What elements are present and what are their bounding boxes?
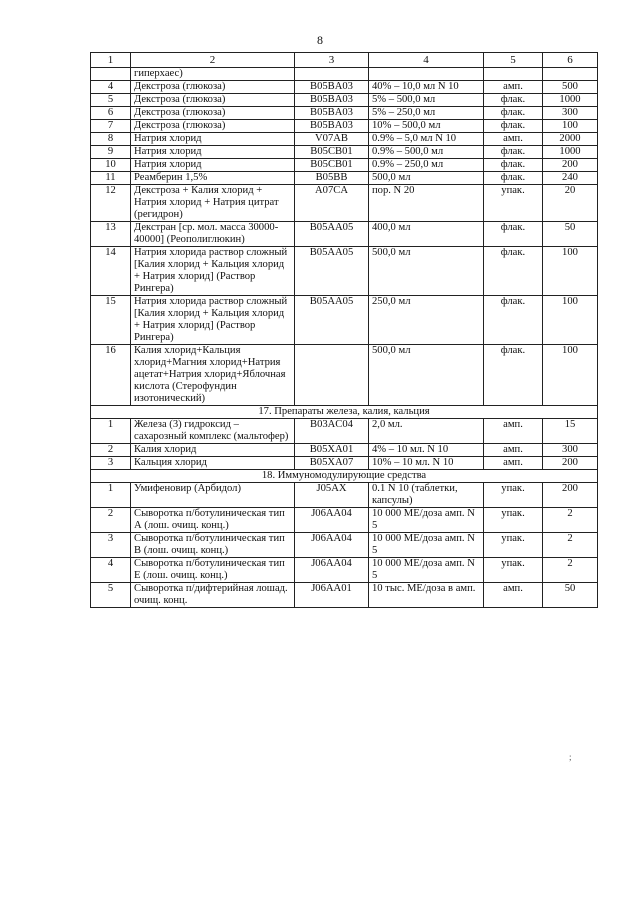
quantity: 200 [543, 159, 598, 172]
quantity: 100 [543, 345, 598, 406]
quantity: 20 [543, 185, 598, 222]
atc-code: B05XA07 [295, 457, 369, 470]
table-row [91, 296, 598, 345]
unit: флак. [484, 94, 543, 107]
unit: упак. [484, 558, 543, 583]
row-number: 9 [91, 146, 131, 159]
atc-code: B05BA03 [295, 120, 369, 133]
table-row [91, 120, 598, 133]
table-row [91, 133, 598, 146]
dosage-form: 10 000 МЕ/доза амп. N 5 [369, 533, 484, 558]
drug-name: Натрия хлорид [131, 146, 295, 159]
unit: флак. [484, 345, 543, 406]
dosage-form: 0.9% – 5,0 мл N 10 [369, 133, 484, 146]
quantity: 500 [543, 81, 598, 94]
drug-name: Декстроза (глюкоза) [131, 120, 295, 133]
atc-code: B05BA03 [295, 94, 369, 107]
quantity: 100 [543, 296, 598, 345]
dosage-form: 0.9% – 250,0 мл [369, 159, 484, 172]
unit: флак. [484, 172, 543, 185]
header-cell: 1 [91, 53, 131, 68]
unit: упак. [484, 533, 543, 558]
row-number: 12 [91, 185, 131, 222]
unit: амп. [484, 133, 543, 146]
quantity: 200 [543, 483, 598, 508]
dosage-form: пор. N 20 [369, 185, 484, 222]
dosage-form: 2,0 мл. [369, 419, 484, 444]
atc-code: J06AA01 [295, 583, 369, 608]
drug-name: Натрия хлорида раствор сложный [Калия хлорид + Кальция хлорид + Натрия хлорид] (Раствор Рингера) [131, 247, 295, 296]
drug-name: Декстроза (глюкоза) [131, 107, 295, 120]
unit: амп. [484, 457, 543, 470]
quantity: 2 [543, 558, 598, 583]
unit: амп. [484, 583, 543, 608]
page-number: 8 [317, 33, 323, 47]
drug-name: Декстроза (глюкоза) [131, 94, 295, 107]
table-row [91, 159, 598, 172]
row-number: 1 [91, 419, 131, 444]
dosage-form: 10 000 МЕ/доза амп. N 5 [369, 558, 484, 583]
table-row [91, 146, 598, 159]
dosage-form: 250,0 мл [369, 296, 484, 345]
row-number: 7 [91, 120, 131, 133]
table-row [91, 222, 598, 247]
atc-code: A07CA [295, 185, 369, 222]
row-number: 1 [91, 483, 131, 508]
table-row [91, 185, 598, 222]
atc-code: B05CB01 [295, 146, 369, 159]
drug-name: Натрия хлорида раствор сложный [Калия хлорид + Кальция хлорид + Натрия хлорид] (Раствор Рингера) [131, 296, 295, 345]
drug-name: Калия хлорид+Кальция хлорид+Магния хлорид+Натрия ацетат+Натрия хлорид+Яблочная кислота (Стерофундин изотонический) [131, 345, 295, 406]
quantity: 240 [543, 172, 598, 185]
row-number: 3 [91, 457, 131, 470]
unit: амп. [484, 419, 543, 444]
row-number: 2 [91, 444, 131, 457]
atc-code: B05BB [295, 172, 369, 185]
header-cell: 2 [131, 53, 295, 68]
table-row [91, 107, 598, 120]
drug-name: гиперхаес) [131, 68, 295, 81]
unit: флак. [484, 146, 543, 159]
unit: флак. [484, 247, 543, 296]
dosage-form: 10 тыс. МЕ/доза в амп. [369, 583, 484, 608]
section-title: 18. Иммуномодулирующие средства [91, 470, 598, 483]
atc-code: B05BA03 [295, 81, 369, 94]
table-row [91, 457, 598, 470]
atc-code: B05XA01 [295, 444, 369, 457]
dosage-form: 10% – 500,0 мл [369, 120, 484, 133]
drug-name: Декстроза + Калия хлорид + Натрия хлорид + Натрия цитрат (регидрон) [131, 185, 295, 222]
atc-code: B05AA05 [295, 247, 369, 296]
dosage-form: 400,0 мл [369, 222, 484, 247]
quantity: 300 [543, 444, 598, 457]
table-row [91, 172, 598, 185]
dosage-form: 0.1 N 10 (таблетки, капсулы) [369, 483, 484, 508]
row-number: 13 [91, 222, 131, 247]
dosage-form: 4% – 10 мл. N 10 [369, 444, 484, 457]
row-number: 10 [91, 159, 131, 172]
section-row [91, 406, 598, 419]
unit: флак. [484, 296, 543, 345]
row-number: 5 [91, 583, 131, 608]
table-row [91, 533, 598, 558]
row-number: 3 [91, 533, 131, 558]
header-cell: 4 [369, 53, 484, 68]
atc-code: J06AA04 [295, 533, 369, 558]
table-row [91, 483, 598, 508]
atc-code: B05AA05 [295, 296, 369, 345]
row-number: 15 [91, 296, 131, 345]
table-row [91, 94, 598, 107]
row-number: 4 [91, 558, 131, 583]
dosage-form: 10% – 10 мл. N 10 [369, 457, 484, 470]
drug-name: Реамберин 1,5% [131, 172, 295, 185]
quantity: 15 [543, 419, 598, 444]
drug-name: Железа (3) гидроксид – сахарозный комплекс (мальтофер) [131, 419, 295, 444]
section-row [91, 470, 598, 483]
quantity: 50 [543, 222, 598, 247]
atc-code: B05BA03 [295, 107, 369, 120]
atc-code [295, 345, 369, 406]
stray-mark: ; [569, 752, 572, 762]
quantity: 2 [543, 533, 598, 558]
row-number: 5 [91, 94, 131, 107]
row-number [91, 68, 131, 81]
unit [484, 68, 543, 81]
drug-name: Кальция хлорид [131, 457, 295, 470]
section-title: 17. Препараты железа, калия, кальция [91, 406, 598, 419]
unit: флак. [484, 159, 543, 172]
dosage-form: 40% – 10,0 мл N 10 [369, 81, 484, 94]
quantity: 100 [543, 247, 598, 296]
table-row [91, 444, 598, 457]
quantity: 200 [543, 457, 598, 470]
unit: упак. [484, 185, 543, 222]
quantity: 1000 [543, 146, 598, 159]
table-row [91, 68, 598, 81]
unit: флак. [484, 107, 543, 120]
drug-name: Декстран [ср. мол. масса 30000-40000] (Реополиглюкин) [131, 222, 295, 247]
header-row [91, 53, 598, 68]
drug-name: Декстроза (глюкоза) [131, 81, 295, 94]
drug-name: Натрия хлорид [131, 133, 295, 146]
dosage-form [369, 68, 484, 81]
drug-name: Сыворотка п/ботулиническая тип Е (лош. очищ. конц.) [131, 558, 295, 583]
table-row [91, 247, 598, 296]
atc-code: B05CB01 [295, 159, 369, 172]
row-number: 8 [91, 133, 131, 146]
row-number: 4 [91, 81, 131, 94]
row-number: 2 [91, 508, 131, 533]
quantity: 2 [543, 508, 598, 533]
header-cell: 6 [543, 53, 598, 68]
atc-code: J06AA04 [295, 508, 369, 533]
table-row [91, 558, 598, 583]
drug-name: Умифеновир (Арбидол) [131, 483, 295, 508]
quantity: 1000 [543, 94, 598, 107]
row-number: 6 [91, 107, 131, 120]
atc-code: V07AB [295, 133, 369, 146]
quantity: 50 [543, 583, 598, 608]
dosage-form: 500,0 мл [369, 172, 484, 185]
atc-code: B03AC04 [295, 419, 369, 444]
row-number: 11 [91, 172, 131, 185]
drug-name: Сыворотка п/ботулиническая тип В (лош. очищ. конц.) [131, 533, 295, 558]
dosage-form: 5% – 250,0 мл [369, 107, 484, 120]
table-row [91, 419, 598, 444]
dosage-form: 500,0 мл [369, 345, 484, 406]
unit: упак. [484, 483, 543, 508]
drug-name: Натрия хлорид [131, 159, 295, 172]
row-number: 16 [91, 345, 131, 406]
quantity: 2000 [543, 133, 598, 146]
dosage-form: 5% – 500,0 мл [369, 94, 484, 107]
header-cell: 5 [484, 53, 543, 68]
dosage-form: 500,0 мл [369, 247, 484, 296]
quantity: 300 [543, 107, 598, 120]
drug-name: Сыворотка п/дифтерийная лошад. очищ. конц. [131, 583, 295, 608]
quantity [543, 68, 598, 81]
row-number: 14 [91, 247, 131, 296]
table-row [91, 81, 598, 94]
unit: амп. [484, 444, 543, 457]
unit: упак. [484, 508, 543, 533]
header-cell: 3 [295, 53, 369, 68]
unit: амп. [484, 81, 543, 94]
table-row [91, 583, 598, 608]
atc-code: B05AA05 [295, 222, 369, 247]
atc-code: J05AX [295, 483, 369, 508]
drug-name: Сыворотка п/ботулиническая тип А (лош. очищ. конц.) [131, 508, 295, 533]
unit: флак. [484, 120, 543, 133]
table-row [91, 345, 598, 406]
medicines-table [90, 52, 598, 608]
table-row [91, 508, 598, 533]
quantity: 100 [543, 120, 598, 133]
unit: флак. [484, 222, 543, 247]
dosage-form: 0.9% – 500,0 мл [369, 146, 484, 159]
dosage-form: 10 000 МЕ/доза амп. N 5 [369, 508, 484, 533]
atc-code [295, 68, 369, 81]
atc-code: J06AA04 [295, 558, 369, 583]
drug-name: Калия хлорид [131, 444, 295, 457]
